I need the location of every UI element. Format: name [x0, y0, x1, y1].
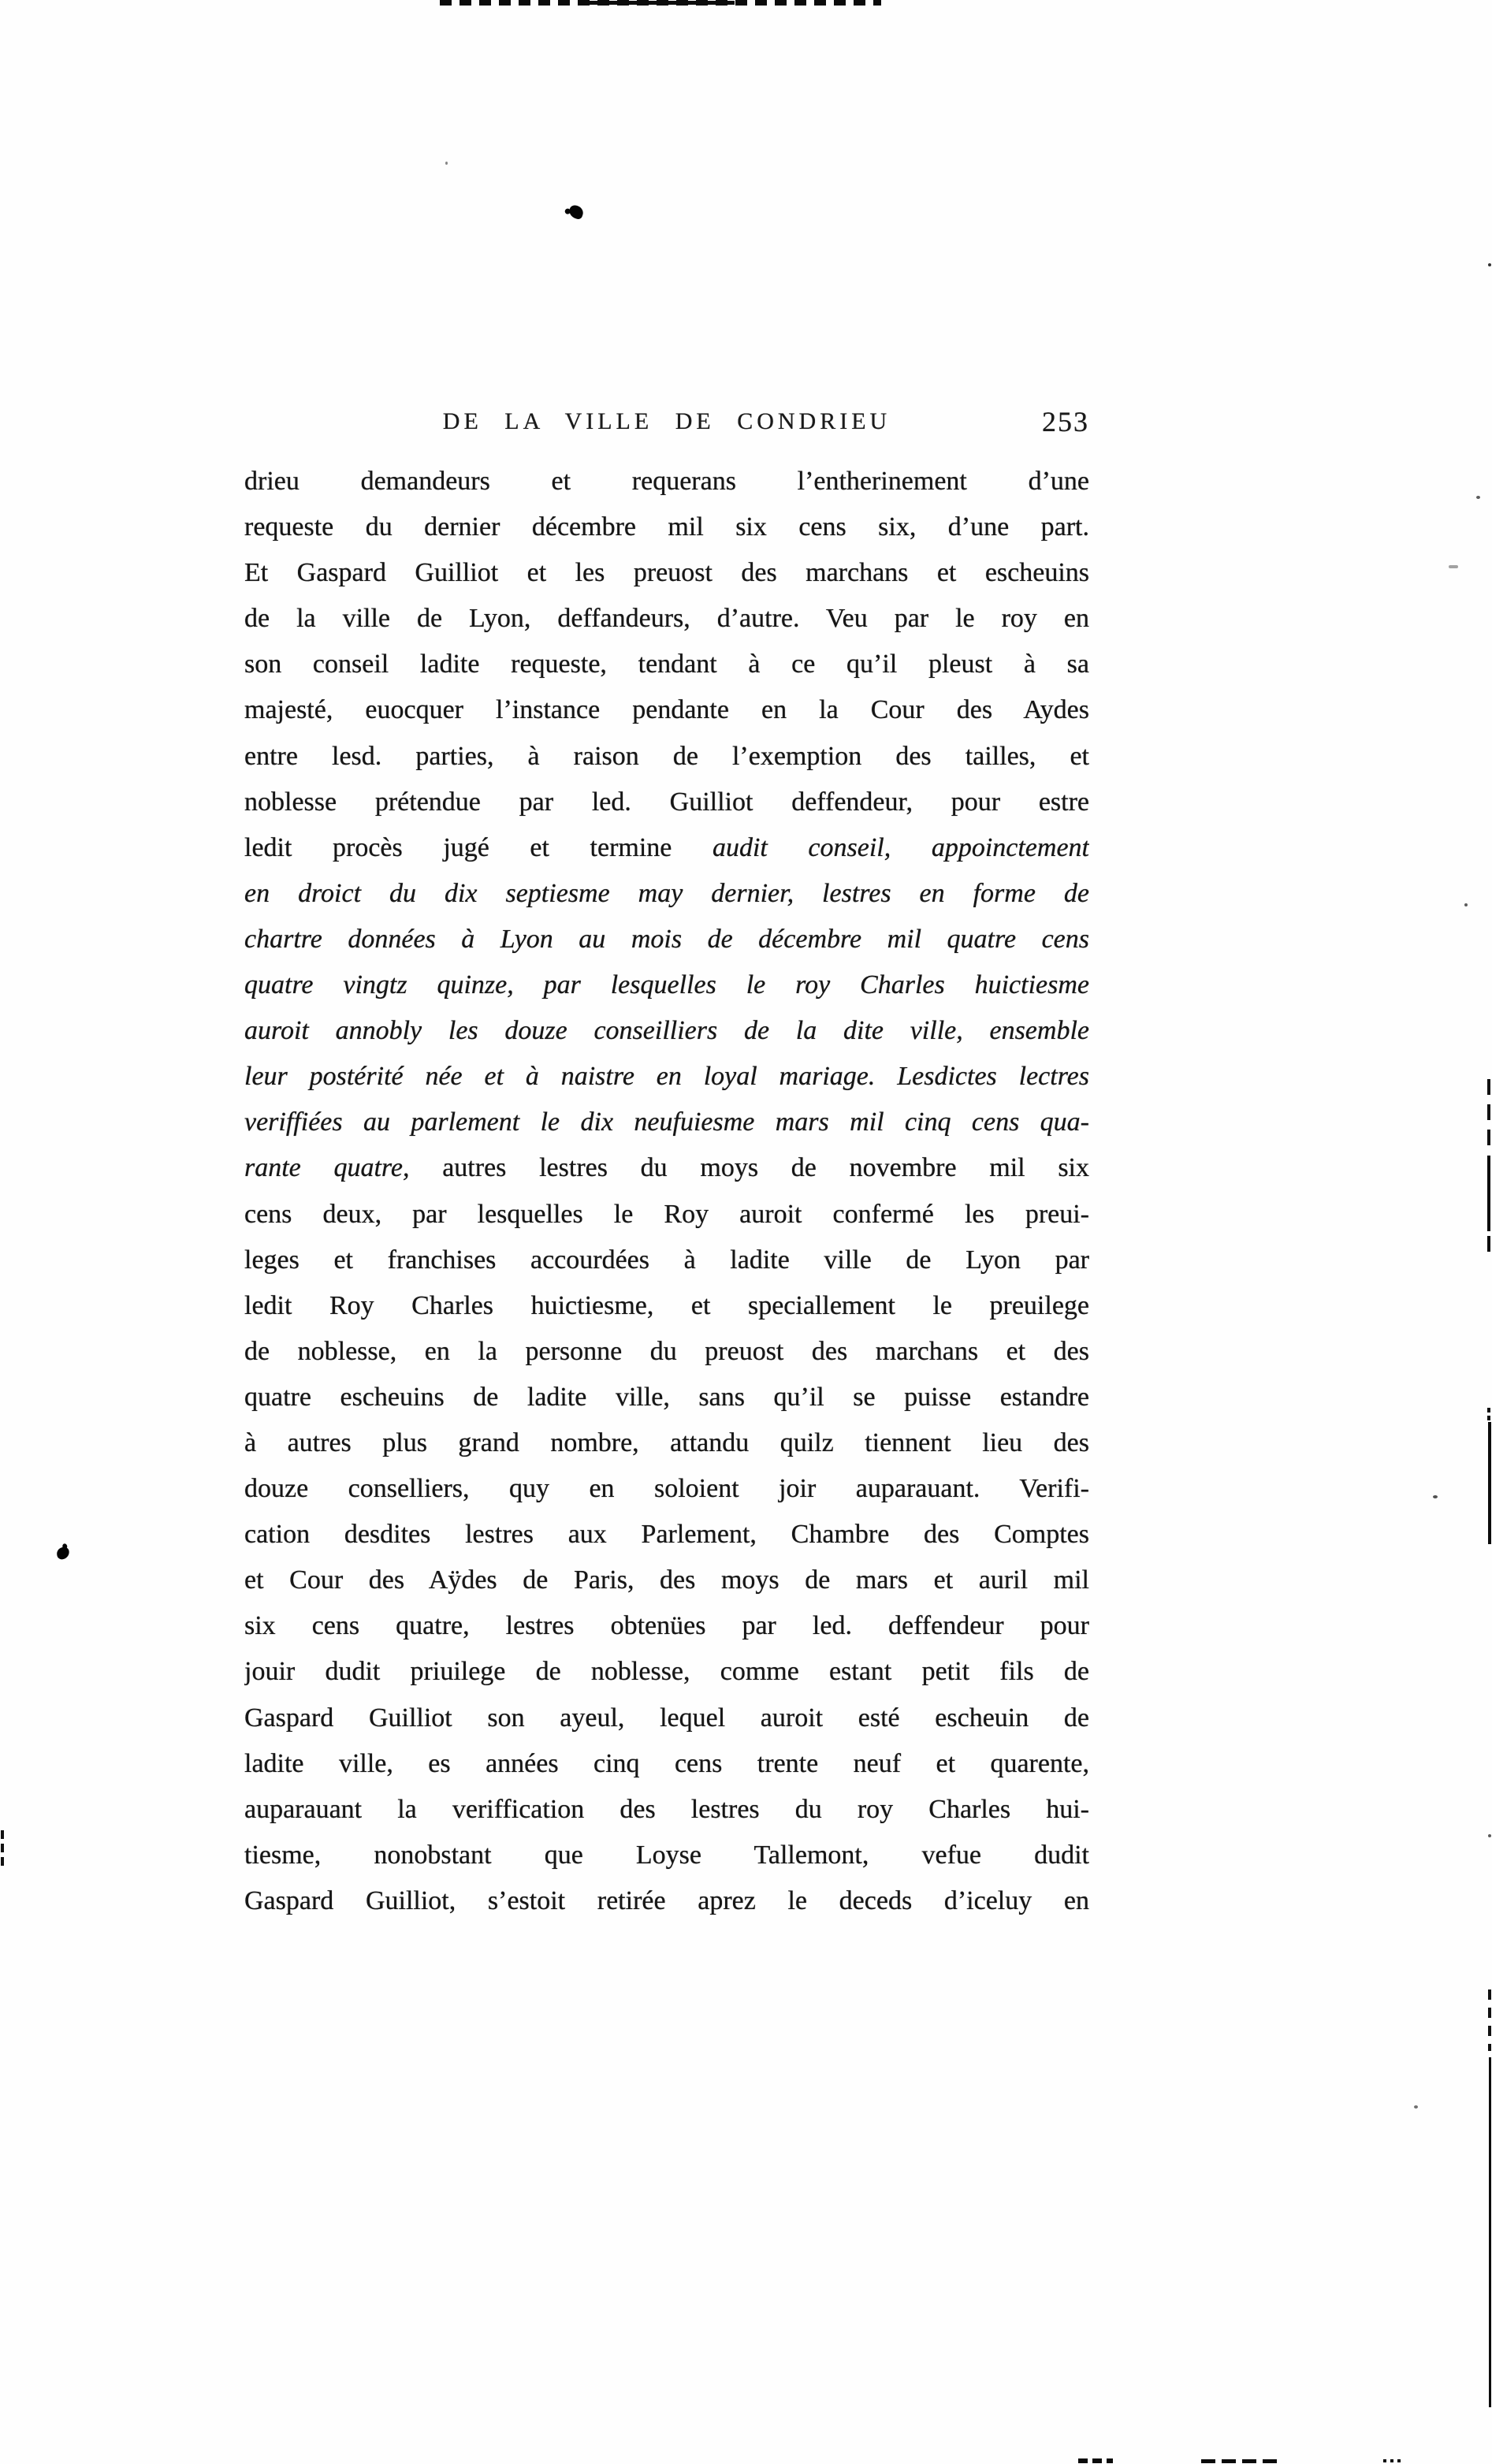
text-line: [244, 1238, 1089, 1283]
text-line: [244, 550, 1089, 596]
text-line: [244, 1558, 1089, 1603]
text-segment: jouir dudit priuilege de noblesse, comme estant petit fils de: [244, 1657, 1089, 1687]
text-segment: noblesse prétendue par led. Guilliot deffendeur, pour estre: [244, 787, 1089, 817]
scan-artifact-speck: [1476, 496, 1480, 499]
text-line: [244, 1787, 1089, 1833]
scan-artifact-speck: [445, 162, 448, 165]
text-line: [244, 1100, 1089, 1145]
text-line: [244, 1695, 1089, 1741]
text-segment: son conseil ladite requeste, tendant à ce qu’il pleust à sa: [244, 649, 1089, 679]
text-segment-italic: auroit annobly les douze conseilliers de la dite ville, ensemble: [244, 1016, 1089, 1046]
text-segment: de noblesse, en la personne du preuost des marchans et des: [244, 1336, 1089, 1366]
text-segment: requeste du dernier décembre mil six cens six, d’une part.: [244, 512, 1089, 542]
text-line: [244, 1741, 1089, 1787]
text-segment: Et Gaspard Guilliot et les preuost des marchans et escheuins: [244, 558, 1089, 588]
text-segment: tiesme, nonobstant que Loyse Tallemont, vefue dudit: [244, 1840, 1089, 1870]
text-segment: de la ville de Lyon, deffandeurs, d’autre. Veu par le roy en: [244, 604, 1089, 634]
scan-artifact-bottom-edge-dashes-left: [1078, 2458, 1113, 2463]
scan-artifact-right-edge-dashes-middle: [1487, 1408, 1490, 1422]
scan-artifact-left-edge-dashes: [1, 1830, 4, 1867]
scan-artifact-top-edge-solid-segment: [585, 1, 735, 5]
text-segment: Gaspard Guilliot son ayeul, lequel auroit esté escheuin de: [244, 1703, 1089, 1733]
text-line: [244, 596, 1089, 642]
scan-artifact-bottom-edge-dots: [1383, 2459, 1402, 2462]
text-segment: ladite ville, es années cinq cens trente neuf et quarente,: [244, 1748, 1089, 1778]
running-title: DE LA VILLE DE CONDRIEU: [442, 408, 891, 434]
scan-artifact-bottom-edge-dashes-center: [1201, 2459, 1277, 2463]
text-line: [244, 962, 1089, 1008]
text-line: [244, 1878, 1089, 1924]
text-segment: à autres plus grand nombre, attandu quilz tiennent lieu des: [244, 1427, 1089, 1457]
text-line: [244, 1283, 1089, 1329]
text-segment: Gaspard Guilliot, s’estoit retirée aprez le deceds d’iceluy en: [244, 1885, 1089, 1915]
text-line: [244, 1649, 1089, 1695]
scan-artifact-right-edge-dashes-upper: [1487, 1079, 1490, 1146]
scan-artifact-right-edge-dash: [1487, 1236, 1490, 1252]
text-segment: majesté, euocquer l’instance pendante en la Cour des Aydes: [244, 695, 1089, 725]
text-line: [244, 1833, 1089, 1878]
scan-artifact-right-edge-dashes-lower: [1488, 1989, 1491, 2051]
text-segment: drieu demandeurs et requerans l’entherinement d’une: [244, 467, 1089, 496]
text-segment-italic: chartre données à Lyon au mois de décembre mil quatre cens: [244, 924, 1089, 954]
text-segment-italic: quatre vingtz quinze, par lesquelles le roy Charles huictiesme: [244, 970, 1089, 1000]
text-segment: entre lesd. parties, à raison de l’exemption des tailles, et: [244, 741, 1089, 771]
text-line: [244, 1375, 1089, 1420]
text-segment: six cens quatre, lestres obtenües par led. deffendeur pour: [244, 1611, 1089, 1641]
scan-artifact-right-edge-line-upper: [1487, 1156, 1490, 1231]
scan-artifact-speck: [1433, 1495, 1438, 1498]
text-segment-italic: leur postérité née et à naistre en loyal mariage. Lesdictes lectres: [244, 1062, 1089, 1092]
text-segment: douze conselliers, quy en soloient joir auparauant. Verifi-: [244, 1474, 1089, 1504]
text-line: [244, 1466, 1089, 1512]
scan-artifact-ink-spot-left-margin: [56, 1547, 71, 1561]
text-line: [244, 734, 1089, 780]
text-line: [244, 1329, 1089, 1375]
text-line: [244, 459, 1089, 504]
text-segment: ledit Roy Charles huictiesme, et speciallement le preuilege: [244, 1290, 1089, 1320]
text-line: [244, 504, 1089, 550]
text-line: [244, 871, 1089, 917]
scan-artifact-speck: [1449, 565, 1458, 568]
text-line: [244, 1192, 1089, 1238]
page-number: 253: [1042, 406, 1089, 437]
text-line: [244, 917, 1089, 962]
scan-artifact-ink-spot-top-center: [567, 204, 585, 221]
text-line: [244, 687, 1089, 733]
text-line: [244, 642, 1089, 687]
scan-artifact-speck: [1488, 263, 1491, 266]
text-line: [244, 1512, 1089, 1558]
text-line: [244, 1145, 1089, 1191]
text-segment: quatre escheuins de ladite ville, sans qu’il se puisse estandre: [244, 1382, 1089, 1412]
text-segment: cation desdites lestres aux Parlement, Chambre des Comptes: [244, 1520, 1089, 1550]
text-segment-italic: rante quatre,: [244, 1153, 410, 1183]
scan-artifact-right-edge-line-lower: [1489, 2057, 1491, 2407]
text-segment: et Cour des Aÿdes de Paris, des moys de mars et auril mil: [244, 1565, 1089, 1595]
scan-artifact-speck: [1464, 903, 1468, 906]
text-line: [244, 780, 1089, 825]
text-line: [244, 1008, 1089, 1054]
text-segment: ledit procès jugé et termine: [244, 832, 713, 862]
text-segment: auparauant la veriffication des lestres du roy Charles hui-: [244, 1794, 1089, 1824]
running-header: [244, 398, 1089, 445]
scan-artifact-speck: [1414, 2105, 1418, 2109]
text-segment: leges et franchises accourdées à ladite ville de Lyon par: [244, 1245, 1089, 1275]
scan-artifact-speck: [1488, 1834, 1491, 1837]
text-line: [244, 1054, 1089, 1100]
text-line: [244, 1603, 1089, 1649]
text-segment: cens deux, par lesquelles le Roy auroit confermé les preui-: [244, 1199, 1089, 1229]
text-segment: autres lestres du moys de novembre mil six: [409, 1153, 1089, 1183]
text-segment-italic: en droict du dix septiesme may dernier, lestres en forme de: [244, 878, 1089, 908]
text-segment-italic: veriffiées au parlement le dix neufuiesme mars mil cinq cens qua-: [244, 1107, 1089, 1137]
text-line: [244, 1420, 1089, 1466]
text-line: [244, 825, 1089, 871]
scan-artifact-right-edge-line-middle: [1488, 1422, 1491, 1544]
text-segment-italic: audit conseil, appoinctement: [712, 832, 1089, 862]
page-body-lines: [244, 459, 1089, 1924]
